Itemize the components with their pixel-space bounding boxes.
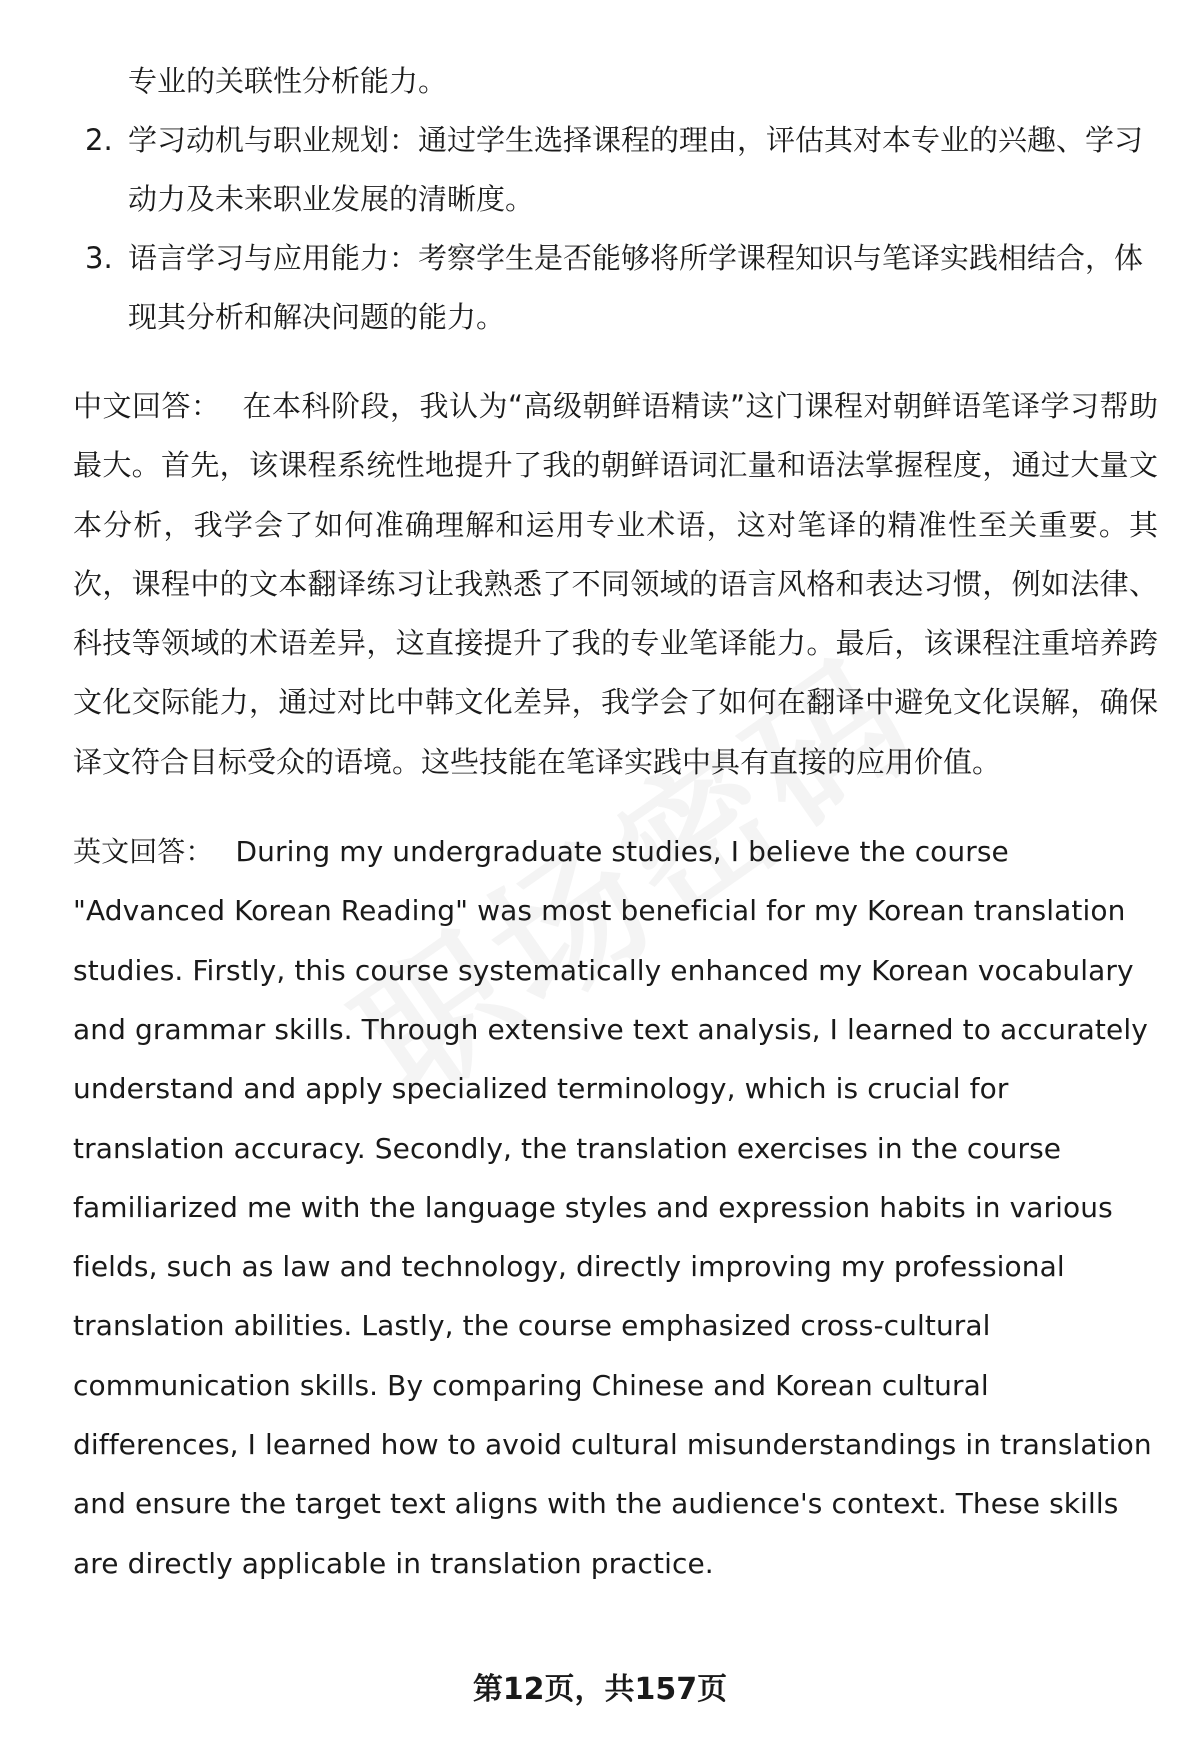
list-item <box>73 229 1158 347</box>
list-number: 2. <box>85 123 113 157</box>
list-item-text: 语言学习与应用能力：考察学生是否能够将所学课程知识与笔译实践相结合，体现其分析和解决问题的能力。 <box>128 241 1144 334</box>
english-answer-label: 英文回答： <box>73 835 214 869</box>
page-content <box>73 52 1158 1593</box>
list-item <box>73 111 1158 229</box>
list-item-text: 学习动机与职业规划：通过学生选择课程的理由，评估其对本专业的兴趣、学习动力及未来职业发展的清晰度。 <box>128 123 1144 216</box>
chinese-answer-label: 中文回答： <box>73 389 221 423</box>
page-number: 第12页，共157页 <box>472 1672 728 1707</box>
list-number: 3. <box>85 241 113 275</box>
chinese-answer-text: 在本科阶段，我认为“高级朝鲜语精读”这门课程对朝鲜语笔译学习帮助最大。首先，该课程系统性地提升了我的朝鲜语词汇量和语法掌握程度，通过大量文本分析，我学会了如何准确理解和运用专业术语，这对笔译的精准性至关重要。其次，课程中的文本翻译练习让我熟悉了不同领域的语言风格和表达习惯，例如法律、科技等领域的术语差异，这直接提升了我的专业笔译能力。最后，该课程注重培养跨文化交际能力，通过对比中韩文化差异，我学会了如何在翻译中避免文化误解，确保译文符合目标受众的语境。这些技能在笔译实践中具有直接的应用价值。 <box>73 389 1158 779</box>
english-answer-text: During my undergraduate studies, I believe the course "Advanced Korean Reading" was most beneficial for my Korean translation studies. Firstly, this course systematically enhanced my Korean vocabulary and grammar skills. Through extensive text analysis, I learned to accurately understand and apply specialized terminology, which is crucial for translation accuracy. Secondly, the translation exercises in the course familiarized me with the language styles and expression habits in various fields, such as law and technology, directly improving my professional translation abilities. Lastly, the course emphasized cross-cultural communication skills. By comparing Chinese and Korean cultural differences, I learned how to avoid cultural misunderstandings in translation and ensure the target text aligns with the audience's context. These skills are directly applicable in translation practice. <box>73 835 1152 1580</box>
page-footer <box>0 1670 1200 1710</box>
english-answer-paragraph <box>73 822 1158 1593</box>
list-item-continuation: 专业的关联性分析能力。 <box>128 64 448 98</box>
chinese-answer-paragraph <box>73 377 1158 792</box>
